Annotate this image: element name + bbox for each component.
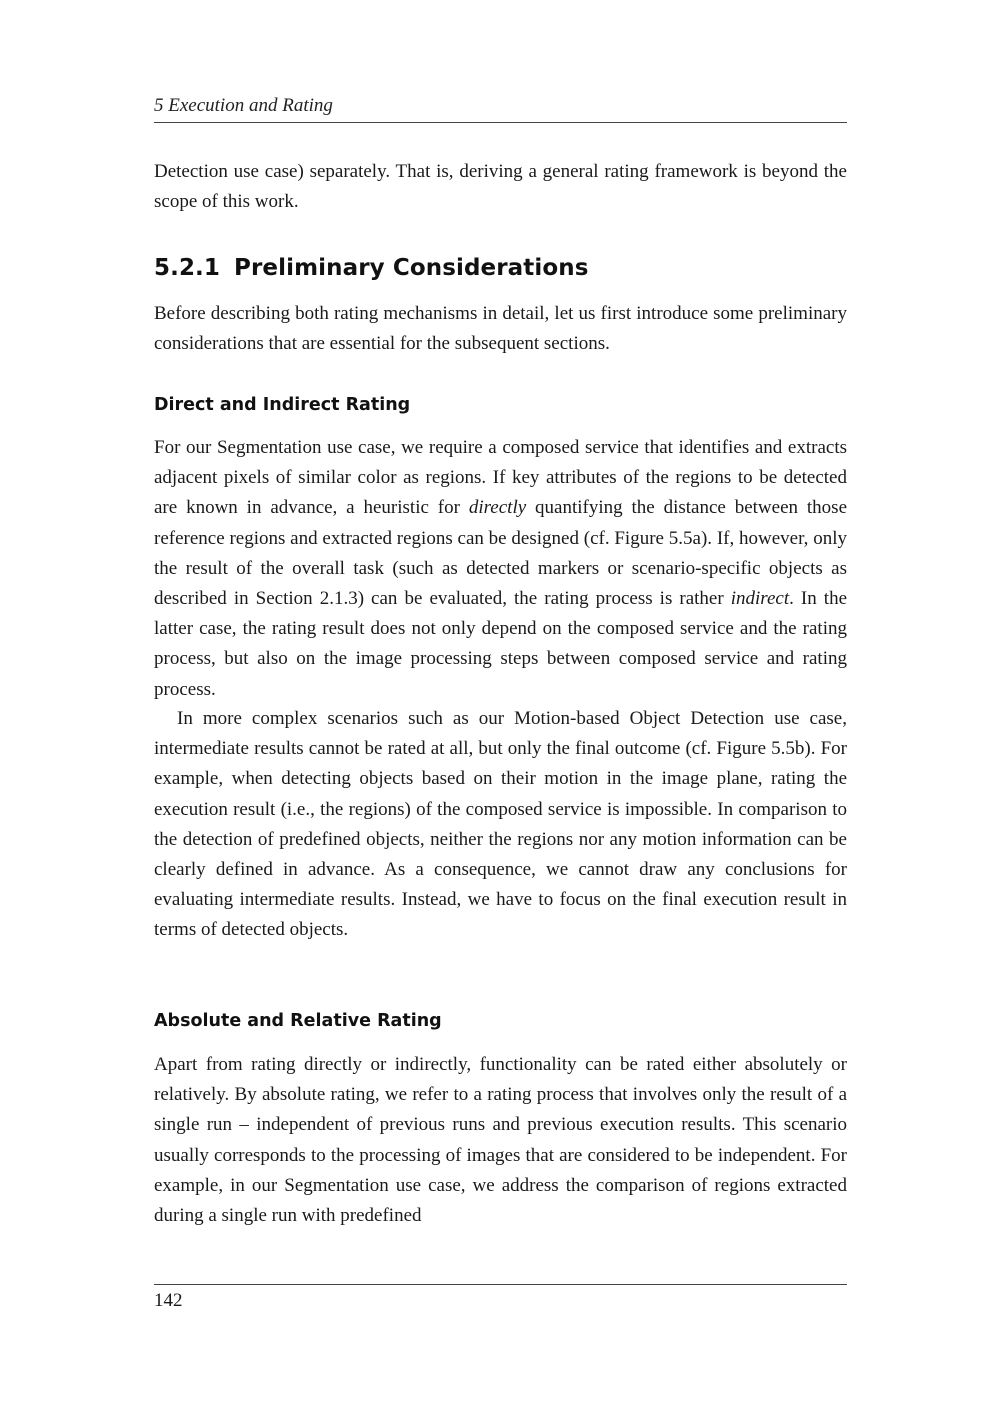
text-run: . In the latter case, the rating result does not only depend on the composed service and the rating process, but also on the image processing steps between composed service and rating process. xyxy=(154,588,847,700)
document-page xyxy=(154,0,847,1414)
section-number: 5.2.1 xyxy=(154,255,220,281)
text-run: quantifying the distance between those reference regions and extracted regions can be designed (cf. Figure 5.5a). If, however, only the result of the overall task (such as detected markers or scenario-specific objects as described in Section 2.1.3) can be evaluated, the rating process is rather xyxy=(154,497,848,610)
direct-indirect-heading: Direct and Indirect Rating xyxy=(154,395,411,415)
running-head: 5 Execution and Rating xyxy=(154,95,333,116)
intro-paragraph: Detection use case) separately. That is, deriving a general rating framework is beyond the scope of this work. xyxy=(154,161,847,213)
absolute-relative-heading: Absolute and Relative Rating xyxy=(154,1011,442,1031)
emphasis-directly: directly xyxy=(468,497,527,519)
page-number: 142 xyxy=(154,1290,183,1311)
absolute-relative-paragraph-1: Apart from rating directly or indirectly, functionality can be rated either absolutely or relatively. By absolute rating, we refer to a rating process that involves only the result of a single run – independent of previous runs and previous execution results. This scenario usually corresponds to the processing of images that are considered to be independent. For example, in our Segmentation use case, we address the comparison of regions extracted during a single run with predefined xyxy=(154,1054,847,1227)
section-title: Preliminary Considerations xyxy=(234,255,589,281)
section-lead-paragraph: Before describing both rating mechanisms in detail, let us first introduce some preliminary considerations that are essential for the subsequent sections. xyxy=(154,303,847,355)
text-run: For our Segmentation use case, we require a composed service that identifies and extracts adjacent pixels of similar color as regions. If key attributes of the regions to be detected are known in advance, a heuristic for xyxy=(154,437,847,519)
section-heading xyxy=(154,252,589,284)
direct-indirect-paragraph-2: In more complex scenarios such as our Motion-based Object Detection use case, intermediate results cannot be rated at all, but only the final outcome (cf. Figure 5.5b). For example, when detecting objects based on their motion in the image plane, rating the execution result (i.e., the regions) of the composed service is impossible. In comparison to the detection of predefined objects, neither the regions nor any motion information can be clearly defined in advance. As a consequence, we cannot draw any conclusions for evaluating intermediate results. Instead, we have to focus on the final execution result in terms of detected objects. xyxy=(154,708,847,941)
direct-indirect-paragraph-1 xyxy=(154,433,847,705)
header-rule xyxy=(154,122,847,123)
footer-rule xyxy=(154,1284,847,1285)
emphasis-indirect: indirect xyxy=(730,588,790,610)
